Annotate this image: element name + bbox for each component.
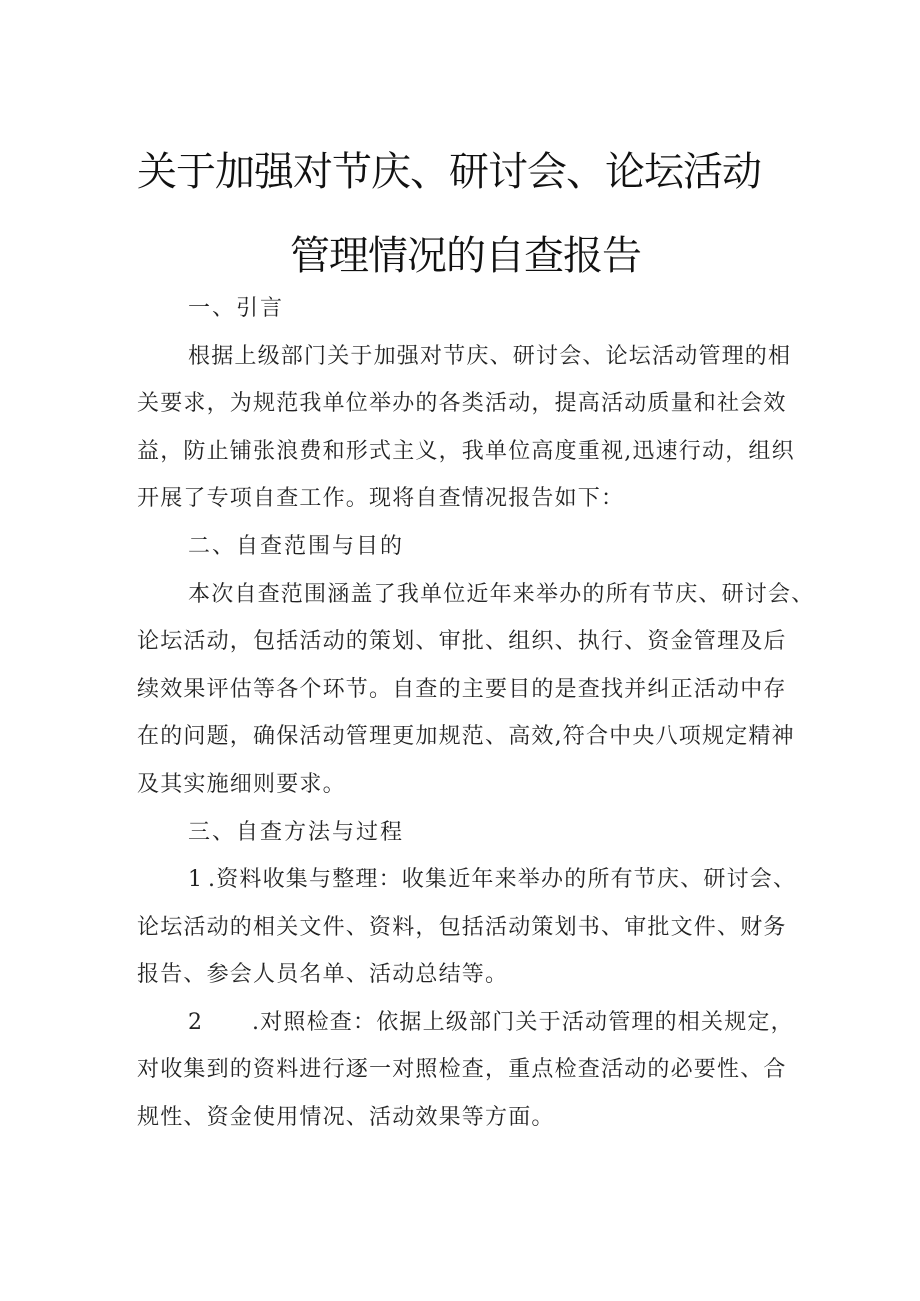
list-item-number: 2 [188,1010,204,1035]
list-item-line: 报告、参会人员名单、活动总结等。 [137,962,509,987]
paragraph-line: 在的问题，确保活动管理更加规范、高效,符合中央八项规定精神 [137,724,795,749]
list-item-line: 对收集到的资料进行逐一对照检查，重点检查活动的必要性、合 [137,1057,787,1082]
list-item-line: .对照检查：依据上级部门关于活动管理的相关规定， [252,1010,794,1035]
list-item-number: 1 [188,867,204,892]
paragraph-line: 续效果评估等各个环节。自查的主要目的是查找并纠正活动中存 [137,677,787,702]
document-title-line-2: 管理情况的自查报告 [290,233,641,279]
section-heading-method: 三、自查方法与过程 [188,820,405,845]
section-heading-scope: 二、自查范围与目的 [188,534,405,559]
paragraph-line: 关要求，为规范我单位举办的各类活动，提高活动质量和社会效 [137,391,787,416]
paragraph-line: 开展了专项自查工作。现将自查情况报告如下： [137,486,625,511]
paragraph-line: 根据上级部门关于加强对节庆、研讨会、论坛活动管理的相 [188,344,792,369]
section-heading-introduction: 一、引言 [188,296,285,321]
paragraph-line: 论坛活动，包括活动的策划、审批、组织、执行、资金管理及后 [137,629,787,654]
list-item-line: 规性、资金使用情况、活动效果等方面。 [137,1105,555,1130]
paragraph-line: 本次自查范围涵盖了我单位近年来举办的所有节庆、研讨会、 [188,582,815,607]
document-title-line-1: 关于加强对节庆、研讨会、论坛活动 [137,149,761,195]
list-item-line: 论坛活动的相关文件、资料，包括活动策划书、审批文件、财务 [137,915,787,940]
paragraph-line: 益，防止铺张浪费和形式主义，我单位高度重视,迅速行动，组织 [137,439,795,464]
paragraph-line: 及其实施细则要求。 [137,772,346,797]
list-item-line: .资料收集与整理：收集近年来举办的所有节庆、研讨会、 [208,867,797,892]
